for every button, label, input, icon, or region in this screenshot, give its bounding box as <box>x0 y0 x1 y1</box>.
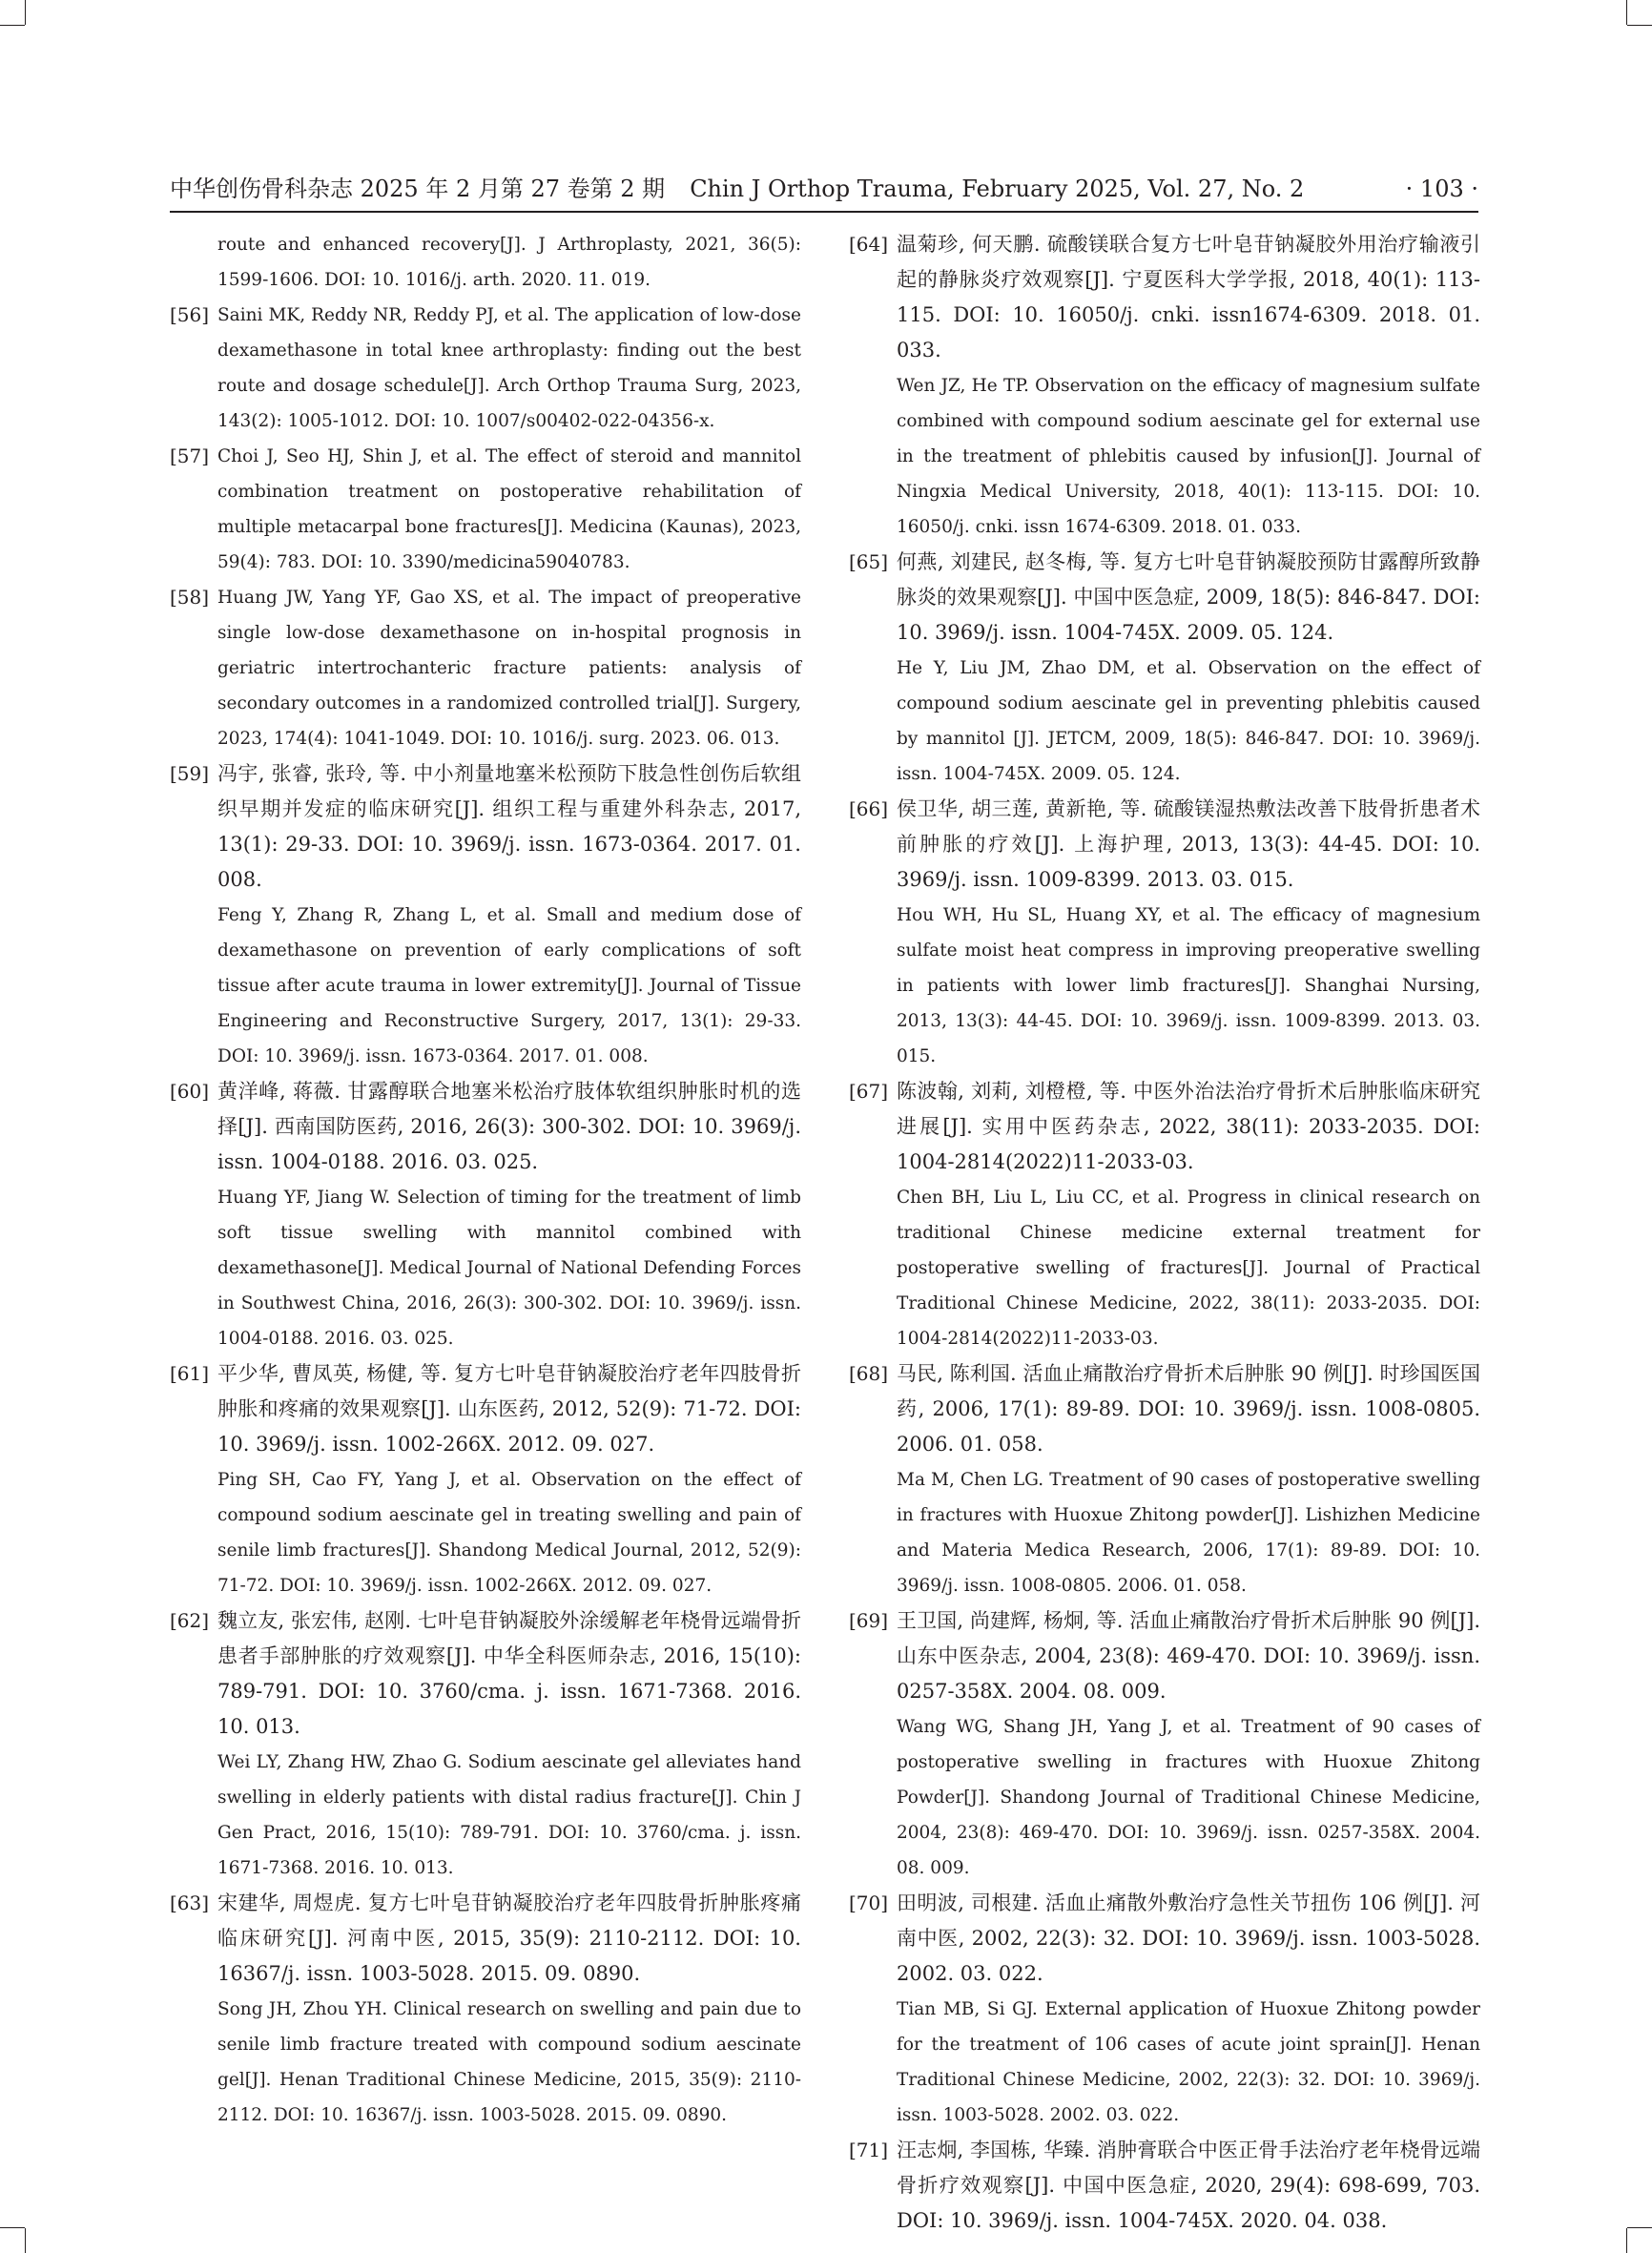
reference-number: [57] <box>170 444 210 467</box>
reference-text-en: Choi J, Seo HJ, Shin J, et al. The effect of steroid and mannitol combination treatment on postoperative rehabilitation of multiple metacarpal bone fractures[J]. Medicina (Kaunas), 2023, 59(4): 783. DOI: 10. 3390/medicina59040783. <box>217 446 801 572</box>
reference-text-en: Wen JZ, He TP. Observation on the efficacy of magnesium sulfate combined with compound sodium aescinate gel for external use in the treatment of phlebitis caused by infusion[J]. Journal of Ningxia Medical University, 2018, 40(1): 113-115. DOI: 10. 16050/j. cnki. issn 1674-6309. 2018. 01. 033. <box>897 376 1480 537</box>
reference-text-en: Hou WH, Hu SL, Huang XY, et al. The efficacy of magnesium sulfate moist heat compress in improving preoperative swelling in patients with lower limb fractures[J]. Shanghai Nursing, 2013, 13(3): 44-45. DOI: 10. 3969/j. issn. 1009-8399. 2013. 03. 015. <box>897 905 1480 1066</box>
reference-number: [70] <box>849 1891 889 1914</box>
reference-number: [67] <box>849 1080 889 1103</box>
reference-number: [63] <box>170 1891 210 1914</box>
reference-column-left <box>170 227 801 2133</box>
reference-item <box>170 1356 801 1603</box>
reference-text-en: route and enhanced recovery[J]. J Arthroplasty, 2021, 36(5): 1599-1606. DOI: 10. 1016/j. arth. 2020. 11. 019. <box>217 235 801 290</box>
reference-text-cn: 马民, 陈利国. 活血止痛散治疗骨折术后肿胀 90 例[J]. 时珍国医国药, 2006, 17(1): 89-89. DOI: 10. 3969/j. issn. 1008-0805. 2006. 01. 058. <box>897 1362 1480 1456</box>
header-rule <box>170 211 1478 213</box>
crop-mark-br-h <box>1627 2227 1652 2228</box>
reference-item <box>170 1886 801 2133</box>
reference-number: [68] <box>849 1362 889 1385</box>
reference-text-en: Feng Y, Zhang R, Zhang L, et al. Small and medium dose of dexamethasone on prevention of early complications of soft tissue after acute trauma in lower extremity[J]. Journal of Tissue Engineering and Reconstructive Surgery, 2017, 13(1): 29-33. DOI: 10. 3969/j. issn. 1673-0364. 2017. 01. 008. <box>217 905 801 1066</box>
reference-number: [56] <box>170 303 210 326</box>
crop-mark-tl-h <box>0 25 25 26</box>
reference-item <box>170 756 801 1074</box>
page-number: · 103 · <box>1405 176 1478 202</box>
reference-item <box>170 580 801 756</box>
reference-item <box>849 1603 1480 1886</box>
reference-text-cn: 王卫国, 尚建辉, 杨炯, 等. 活血止痛散治疗骨折术后肿胀 90 例[J]. 山东中医杂志, 2004, 23(8): 469-470. DOI: 10. 3969/j. issn. 0257-358X. 2004. 08. 009. <box>897 1609 1480 1703</box>
crop-mark-tr-v <box>1626 0 1627 25</box>
reference-text-en: Ma M, Chen LG. Treatment of 90 cases of postoperative swelling in fractures with Huoxue Zhitong powder[J]. Lishizhen Medicine and Materia Medica Research, 2006, 17(1): 89-89. DOI: 10. 3969/j. issn. 1008-0805. 2006. 01. 058. <box>897 1470 1480 1596</box>
reference-text-en: Wang WG, Shang JH, Yang J, et al. Treatment of 90 cases of postoperative swelling in fractures with Huoxue Zhitong Powder[J]. Shandong Journal of Traditional Chinese Medicine, 2004, 23(8): 469-470. DOI: 10. 3969/j. issn. 0257-358X. 2004. 08. 009. <box>897 1717 1480 1878</box>
reference-number: [69] <box>849 1609 889 1632</box>
crop-mark-bl-h <box>0 2227 25 2228</box>
crop-mark-tl-v <box>25 0 26 25</box>
reference-number: [59] <box>170 762 210 785</box>
reference-item <box>849 1356 1480 1603</box>
reference-item <box>849 545 1480 792</box>
reference-number: [58] <box>170 586 210 609</box>
running-header <box>170 173 1478 205</box>
journal-line <box>170 173 1304 205</box>
journal-title-en: Chin J Orthop Trauma, February 2025, Vol. 27, No. 2 <box>690 176 1305 202</box>
reference-number: [64] <box>849 233 889 256</box>
crop-mark-bl-v <box>25 2228 26 2253</box>
reference-item <box>849 792 1480 1074</box>
reference-number: [62] <box>170 1609 210 1632</box>
reference-item <box>170 298 801 439</box>
reference-text-cn: 宋建华, 周煜虎. 复方七叶皂苷钠凝胶治疗老年四肢骨折肿胀疼痛临床研究[J]. 河南中医, 2015, 35(9): 2110-2112. DOI: 10. 16367/j. issn. 1003-5028. 2015. 09. 0890. <box>217 1891 801 1985</box>
reference-text-en: Huang YF, Jiang W. Selection of timing for the treatment of limb soft tissue swelling with mannitol combined with dexamethasone[J]. Medical Journal of National Defending Forces in Southwest China, 2016, 26(3): 300-302. DOI: 10. 3969/j. issn. 1004-0188. 2016. 03. 025. <box>217 1188 801 1349</box>
journal-title-cn: 中华创伤骨科杂志 2025 年 2 月第 27 卷第 2 期 <box>170 176 666 202</box>
reference-item <box>849 1886 1480 2133</box>
reference-text-cn: 侯卫华, 胡三莲, 黄新艳, 等. 硫酸镁湿热敷法改善下肢骨折患者术前肿胀的疗效[J]. 上海护理, 2013, 13(3): 44-45. DOI: 10. 3969/j. issn. 1009-8399. 2013. 03. 015. <box>897 797 1480 891</box>
crop-mark-tr-h <box>1627 25 1652 26</box>
reference-text-cn: 陈波翰, 刘莉, 刘橙橙, 等. 中医外治法治疗骨折术后肿胀临床研究进展[J]. 实用中医药杂志, 2022, 38(11): 2033-2035. DOI: 1004-2814(2022)11-2033-03. <box>897 1080 1480 1173</box>
reference-text-cn: 汪志炯, 李国栋, 华臻. 消肿膏联合中医正骨手法治疗老年桡骨远端骨折疗效观察[J]. 中国中医急症, 2020, 29(4): 698-699, 703. DOI: 10. 3969/j. issn. 1004-745X. 2020. 04. 038. <box>897 2139 1480 2232</box>
reference-text-cn: 何燕, 刘建民, 赵冬梅, 等. 复方七叶皂苷钠凝胶预防甘露醇所致静脉炎的效果观察[J]. 中国中医急症, 2009, 18(5): 846-847. DOI: 10. 3969/j. issn. 1004-745X. 2009. 05. 124. <box>897 550 1480 644</box>
reference-number: [61] <box>170 1362 210 1385</box>
reference-text-cn: 温菊珍, 何天鹏. 硫酸镁联合复方七叶皂苷钠凝胶外用治疗输液引起的静脉炎疗效观察[J]. 宁夏医科大学学报, 2018, 40(1): 113-115. DOI: 10. 16050/j. cnki. issn1674-6309. 2018. 01. 033. <box>897 233 1480 362</box>
reference-item <box>849 1074 1480 1356</box>
reference-text-cn: 平少华, 曹凤英, 杨健, 等. 复方七叶皂苷钠凝胶治疗老年四肢骨折肿胀和疼痛的效果观察[J]. 山东医药, 2012, 52(9): 71-72. DOI: 10. 3969/j. issn. 1002-266X. 2012. 09. 027. <box>217 1362 801 1456</box>
reference-text-en: He Y, Liu JM, Zhao DM, et al. Observation on the effect of compound sodium aescinate gel in preventing phlebitis caused by mannitol [J]. JETCM, 2009, 18(5): 846-847. DOI: 10. 3969/j. issn. 1004-745X. 2009. 05. 124. <box>897 658 1480 784</box>
reference-item <box>170 439 801 580</box>
reference-column-right <box>849 227 1480 2239</box>
reference-number: [71] <box>849 2139 889 2161</box>
reference-text-en: Huang JW, Yang YF, Gao XS, et al. The impact of preoperative single low-dose dexamethasone on in-hospital prognosis in geriatric intertrochanteric fracture patients: analysis of secondary outcomes in a randomized controlled trial[J]. Surgery, 2023, 174(4): 1041-1049. DOI: 10. 1016/j. surg. 2023. 06. 013. <box>217 588 801 749</box>
reference-item <box>170 1603 801 1886</box>
reference-number: [65] <box>849 550 889 573</box>
crop-mark-br-v <box>1626 2228 1627 2253</box>
reference-number: [60] <box>170 1080 210 1103</box>
reference-text-cn: 田明波, 司根建. 活血止痛散外敷治疗急性关节扭伤 106 例[J]. 河南中医, 2002, 22(3): 32. DOI: 10. 3969/j. issn. 1003-5028. 2002. 03. 022. <box>897 1891 1480 1985</box>
reference-item <box>849 2133 1480 2239</box>
reference-number: [66] <box>849 797 889 820</box>
reference-text-en: Chen BH, Liu L, Liu CC, et al. Progress in clinical research on traditional Chinese medicine external treatment for postoperative swelling of fractures[J]. Journal of Practical Traditional Chinese Medicine, 2022, 38(11): 2033-2035. DOI: 1004-2814(2022)11-2033-03. <box>897 1188 1480 1349</box>
reference-text-en: Ping SH, Cao FY, Yang J, et al. Observation on the effect of compound sodium aescinate gel in treating swelling and pain of senile limb fractures[J]. Shandong Medical Journal, 2012, 52(9): 71-72. DOI: 10. 3969/j. issn. 1002-266X. 2012. 09. 027. <box>217 1470 801 1596</box>
reference-text-cn: 冯宇, 张睿, 张玲, 等. 中小剂量地塞米松预防下肢急性创伤后软组织早期并发症的临床研究[J]. 组织工程与重建外科杂志, 2017, 13(1): 29-33. DOI: 10. 3969/j. issn. 1673-0364. 2017. 01. 008. <box>217 762 801 891</box>
reference-item <box>849 227 1480 545</box>
reference-text-en: Saini MK, Reddy NR, Reddy PJ, et al. The application of low-dose dexamethasone in total knee arthroplasty: finding out the best route and dosage schedule[J]. Arch Orthop Trauma Surg, 2023, 143(2): 1005-1012. DOI: 10. 1007/s00402-022-04356-x. <box>217 305 801 431</box>
reference-text-en: Tian MB, Si GJ. External application of Huoxue Zhitong powder for the treatment of 106 cases of acute joint sprain[J]. Henan Traditional Chinese Medicine, 2002, 22(3): 32. DOI: 10. 3969/j. issn. 1003-5028. 2002. 03. 022. <box>897 1999 1480 2125</box>
reference-text-cn: 魏立友, 张宏伟, 赵刚. 七叶皂苷钠凝胶外涂缓解老年桡骨远端骨折患者手部肿胀的疗效观察[J]. 中华全科医师杂志, 2016, 15(10): 789-791. DOI: 10. 3760/cma. j. issn. 1671-7368. 2016. 10. 013. <box>217 1609 801 1738</box>
reference-text-cn: 黄洋峰, 蒋薇. 甘露醇联合地塞米松治疗肢体软组织肿胀时机的选择[J]. 西南国防医药, 2016, 26(3): 300-302. DOI: 10. 3969/j. issn. 1004-0188. 2016. 03. 025. <box>217 1080 801 1173</box>
reference-text-en: Song JH, Zhou YH. Clinical research on swelling and pain due to senile limb fracture treated with compound sodium aescinate gel[J]. Henan Traditional Chinese Medicine, 2015, 35(9): 2110-2112. DOI: 10. 16367/j. issn. 1003-5028. 2015. 09. 0890. <box>217 1999 801 2125</box>
reference-item <box>170 227 801 298</box>
reference-text-en: Wei LY, Zhang HW, Zhao G. Sodium aescinate gel alleviates hand swelling in elderly patients with distal radius fracture[J]. Chin J Gen Pract, 2016, 15(10): 789-791. DOI: 10. 3760/cma. j. issn. 1671-7368. 2016. 10. 013. <box>217 1752 801 1878</box>
reference-item <box>170 1074 801 1356</box>
